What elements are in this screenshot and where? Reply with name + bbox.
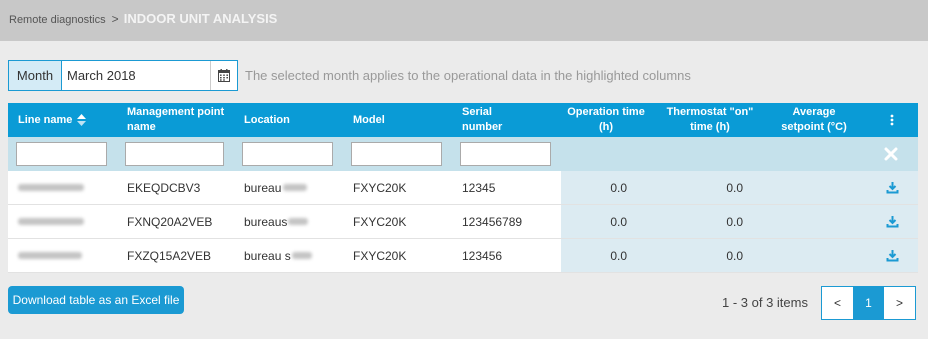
blurred-text <box>18 218 84 225</box>
management-point-cell: FXZQ15A2VEB <box>127 248 212 263</box>
column-header-label: Model <box>353 113 385 126</box>
page-title: INDOOR UNIT ANALYSIS <box>123 11 278 26</box>
column-header-label: Management point name <box>127 106 225 133</box>
line-name-cell <box>18 171 84 204</box>
model-cell: FXYC20K <box>353 214 407 229</box>
blurred-text <box>18 184 84 191</box>
month-picker <box>8 60 238 91</box>
download-excel-button[interactable]: Download table as an Excel file <box>8 286 184 314</box>
location-text: bureaus <box>244 214 288 229</box>
column-header-location <box>244 103 334 137</box>
table-row <box>8 171 918 205</box>
blurred-text <box>292 252 312 259</box>
serial-number-cell: 123456789 <box>462 214 523 229</box>
model-cell: FXYC20K <box>353 248 407 263</box>
location-cell <box>244 205 308 238</box>
operation-time-cell: 0.0 <box>610 248 627 263</box>
month-label: Month <box>9 61 62 90</box>
download-row-button[interactable] <box>886 239 899 272</box>
location-text: bureau s <box>244 248 291 263</box>
column-header-operation-time <box>563 103 649 137</box>
location-cell <box>244 239 312 272</box>
column-header-label: Average setpoint (°C) <box>781 106 847 133</box>
location-text: bureau <box>244 180 282 195</box>
table-row <box>8 239 918 273</box>
blurred-text <box>18 252 82 259</box>
operation-time-cell: 0.0 <box>610 180 627 195</box>
filter-line-name-input[interactable] <box>16 142 107 166</box>
column-header-line-name[interactable] <box>18 103 128 137</box>
table-row <box>8 205 918 239</box>
filter-row <box>8 137 918 171</box>
download-row-button[interactable] <box>886 171 899 204</box>
breadcrumb <box>9 11 277 26</box>
blurred-text <box>288 218 308 225</box>
column-options-button[interactable] <box>882 103 902 137</box>
thermostat-time-cell: 0.0 <box>726 248 743 263</box>
download-icon <box>886 181 899 194</box>
management-point-cell: FXNQ20A2VEB <box>127 214 213 229</box>
top-bar <box>0 0 928 41</box>
column-header-average-setpoint <box>772 103 856 137</box>
month-hint-text: The selected month applies to the operational data in the highlighted columns <box>245 68 691 83</box>
filter-management-point-input[interactable] <box>125 142 224 166</box>
breadcrumb-parent-link[interactable]: Remote diagnostics <box>9 14 106 26</box>
indoor-unit-table <box>8 103 918 273</box>
serial-number-cell: 123456 <box>462 248 503 263</box>
column-header-label: Serial number <box>462 106 503 133</box>
page-1-button[interactable]: 1 <box>853 287 884 319</box>
management-point-cell: EKEQDCBV3 <box>127 180 201 195</box>
filter-serial-number-input[interactable] <box>460 142 551 166</box>
clear-filters-button[interactable] <box>884 147 898 164</box>
filter-model-input[interactable] <box>351 142 442 166</box>
column-header-label: Line name <box>18 113 73 126</box>
column-header-serial-number <box>462 103 532 137</box>
column-header-label: Operation time (h) <box>567 106 645 133</box>
pagination-summary: 1 - 3 of 3 items <box>722 295 808 310</box>
calendar-icon <box>218 69 230 82</box>
next-page-button[interactable]: > <box>895 296 903 310</box>
column-header-label: Location <box>244 113 290 126</box>
download-icon <box>886 215 899 228</box>
serial-number-cell: 12345 <box>462 180 496 195</box>
column-header-management-point <box>127 103 227 137</box>
location-cell <box>244 171 307 204</box>
download-icon <box>886 249 899 262</box>
column-header-label: Thermostat "on" time (h) <box>666 106 754 133</box>
thermostat-time-cell: 0.0 <box>726 180 743 195</box>
thermostat-time-cell: 0.0 <box>726 214 743 229</box>
table-header <box>8 103 918 137</box>
more-vertical-icon <box>890 114 894 126</box>
model-cell: FXYC20K <box>353 180 407 195</box>
month-input[interactable] <box>62 61 210 90</box>
breadcrumb-separator: > <box>111 12 119 26</box>
download-row-button[interactable] <box>886 205 899 238</box>
pagination <box>821 286 916 320</box>
previous-page-button[interactable]: < <box>833 296 841 310</box>
filter-location-input[interactable] <box>242 142 333 166</box>
blurred-text <box>283 184 307 191</box>
line-name-cell <box>18 205 84 238</box>
clear-filter-icon <box>884 147 898 161</box>
line-name-cell <box>18 239 82 272</box>
operation-time-cell: 0.0 <box>610 214 627 229</box>
calendar-button[interactable] <box>210 61 237 90</box>
sort-icon[interactable] <box>76 113 87 127</box>
column-header-thermostat-time <box>665 103 755 137</box>
column-header-model <box>353 103 443 137</box>
